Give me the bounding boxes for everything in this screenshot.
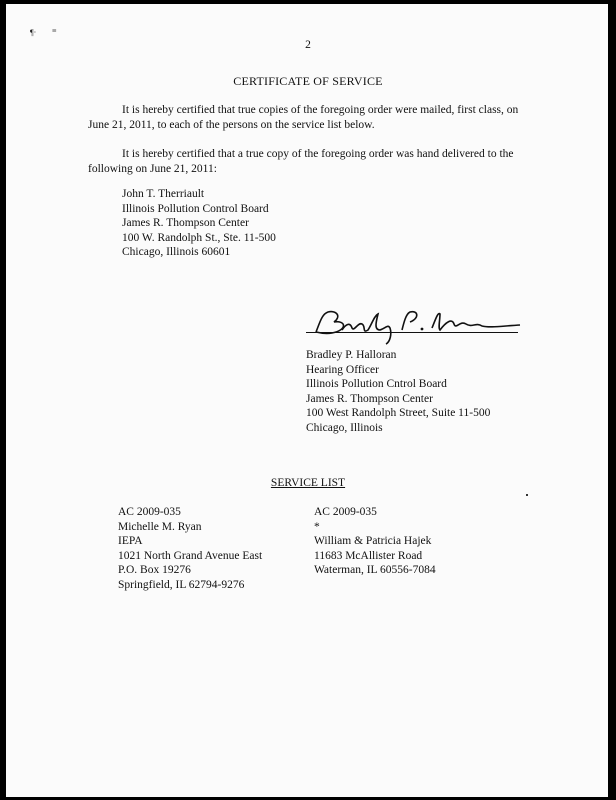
signature-block [306, 348, 490, 435]
service-list-left-entry [118, 505, 262, 592]
signer-address-line: Chicago, Illinois [306, 421, 383, 434]
page-title: CERTIFICATE OF SERVICE [233, 74, 383, 88]
signer-organization: Illinois Pollution Cntrol Board [306, 378, 447, 390]
scan-speck [526, 494, 528, 496]
signer-address-line: 100 West Randolph Street, Suite 11-500 [306, 407, 491, 419]
certification-paragraph-mailed [88, 103, 528, 132]
service-entry-line: * [314, 520, 320, 533]
service-entry-line: AC 2009-035 [118, 506, 181, 518]
service-entry-line: Springfield, IL 62794-9276 [118, 578, 245, 591]
service-entry-line: Waterman, IL 60556-7084 [314, 564, 436, 576]
address-line: Chicago, Illinois 60601 [122, 246, 231, 258]
address-line: John T. Therriault [122, 188, 205, 200]
service-entry-line: 1021 North Grand Avenue East [118, 549, 263, 562]
handwritten-signature [306, 300, 522, 348]
service-entry-line: AC 2009-035 [314, 506, 377, 518]
service-entry-line: Michelle M. Ryan [118, 520, 202, 533]
service-list-heading [0, 476, 616, 491]
scan-mark-left: ¶· [30, 28, 37, 37]
service-entry-line: 11683 McAllister Road [314, 549, 423, 562]
address-line: James R. Thompson Center [122, 217, 249, 229]
paragraph-text: It is hereby certified that true copies of the foregoing order were mailed, first class, on June 21, 2011, to each of the persons on the service list below. [88, 104, 519, 131]
address-line: Illinois Pollution Control Board [122, 202, 269, 215]
scan-border-left [0, 0, 6, 800]
signature-line [306, 332, 518, 333]
signer-title: Hearing Officer [306, 363, 379, 376]
page-number: 2 [305, 39, 311, 51]
scan-mark-right: ≡ [52, 26, 57, 35]
service-entry-line: IEPA [118, 535, 143, 547]
scan-border-top [0, 0, 616, 4]
paragraph-text: It is hereby certified that a true copy of the foregoing order was hand delivered to the following on June 21, 2011: [88, 148, 514, 175]
certification-paragraph-hand-delivered [88, 147, 528, 176]
service-entry-line: William & Patricia Hajek [314, 535, 432, 547]
address-line: 100 W. Randolph St., Ste. 11-500 [122, 231, 276, 244]
signer-name: Bradley P. Halloran [306, 349, 397, 361]
hand-delivery-recipient-address [122, 187, 276, 260]
service-list-right-entry [314, 505, 436, 578]
service-list-title: SERVICE LIST [270, 477, 346, 489]
scan-border-right [608, 0, 616, 800]
signer-address-line: James R. Thompson Center [306, 392, 433, 405]
service-entry-line: P.O. Box 19276 [118, 564, 191, 576]
